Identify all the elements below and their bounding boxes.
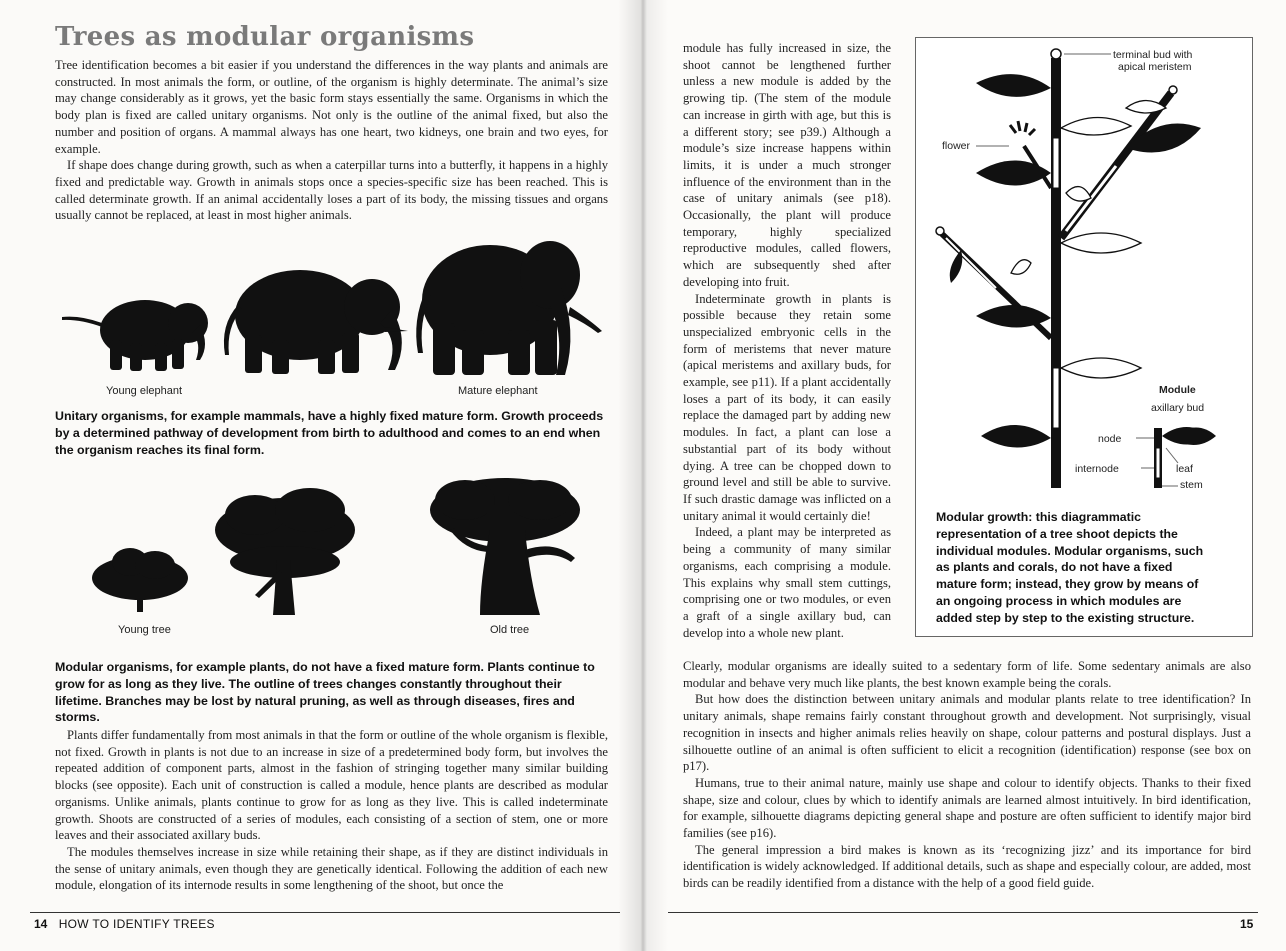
- flower-label: flower: [942, 140, 971, 152]
- terminal-bud: [1051, 49, 1061, 59]
- intro-paragraph: Tree identification becomes a bit easier if you understand the differences in the way plants and animals are constructed. In most animals the form, or outline, of the organism is highly determinate. The animal’s size may change considerably as it grows, yet the basic form stays essentially the same. Organisms in which the body plan is fixed are called unitary organisms. Not only is the outline of the animal fixed, but also the number and position of organs. A mammal always has one heart, two kidneys, one brain and two eyes, for example.: [55, 58, 608, 156]
- wide-paragraph: But how does the distinction between unitary animals and modular plants relate to tree identification? In unitary animals, shape remains fairly constant throughout growth and development. Not surprisingly, visual recognition in insects and higher animals relies heavily on shape, colour patterns and postural displays. Just a silhouette outline of an animal is often sufficient to elicit a recognition (identification) response (see box on p17).: [683, 692, 1251, 774]
- mature-elephant-silhouette: [416, 241, 602, 375]
- intro-paragraph: If shape does change during growth, such as when a caterpillar turns into a butterfly, it happens in a highly fixed and predictable way. Growth in animals stops once a species-specific size has been reached. This is called determinate growth. If an animal accidentally loses a part of its body, the missing tissues and organs usually cannot be replaced, at least in most higher animals.: [55, 158, 608, 223]
- elephant-caption: Unitary organisms, for example mammals, have a highly fixed mature form. Growth proceeds by a determined pathway of development from birth to adulthood and comes to an end when the organism reaches its final form.: [55, 409, 604, 457]
- tree-caption: Modular organisms, for example plants, do not have a fixed mature form. Plants continue to grow for as long as they live. The outline of trees changes constantly throughout their lifetime. Branches may be lost by natural pruning, as well as through diseases, fires and storms.: [55, 660, 595, 725]
- young-elephant-label: Young elephant: [106, 385, 183, 397]
- body-paragraph: Plants differ fundamentally from most animals in that the form or outline of the whole organism is flexible, not fixed. Growth in plants is not due to an increase in size of a predetermined body form, but involves the repeated addition of component parts, almost in the fashion of stringing together many similar building blocks (see opposite). Each unit of construction is called a module, hence plants are described as modular organisms. Unlike animals, plants continue to grow for as long as they live. This is called indeterminate growth. Shoots are constructed of a series of modules, each consisting of a section of stem, one or more leaves and their associated axillary buds.: [55, 728, 608, 843]
- adult-elephant-silhouette: [224, 270, 408, 374]
- footer-rule: [668, 912, 1258, 913]
- page-title: Trees as modular organisms: [55, 22, 475, 52]
- old-tree-silhouette: [430, 478, 580, 615]
- wide-paragraph: Humans, true to their animal nature, mainly use shape and colour to identify objects. Thanks to their fixed shape, size and colour, clues by which to identify animals are learned almost intuitively. In bird identification, for example, silhouette diagrams depicting general shape and posture are often sufficient to identify major bird families (see p16).: [683, 775, 1251, 841]
- modular-growth-figure: [915, 37, 1253, 637]
- wide-paragraph: The general impression a bird makes is known as its ‘recognizing jizz’ and its importance for bird identification is widely acknowledged. If additional details, such as shape and especially colour, are added, most birds can be readily identified from a distance with the help of a good field guide.: [683, 842, 1251, 891]
- footer-rule: [30, 912, 620, 913]
- young-tree-label: Young tree: [118, 624, 171, 636]
- column-paragraph: module has fully increased in size, the shoot cannot be lengthened further unless a new module is added by the growing tip. (The stem of the module can increase in girth with age, but this is a different story; see p39.) Although a module’s size increase happens within limits, it is under a much stronger influence of the environment than in the case of unitary animals (see p18). Occasionally, the plant will produce temporary, highly specialized reproductive modules, called flowers, which are subsequently shed after developing into fruit.: [683, 41, 891, 289]
- page-number: 15: [1240, 917, 1254, 931]
- terminal-bud-label-1: terminal bud with: [1113, 49, 1193, 61]
- leaf-label: leaf: [1176, 463, 1193, 475]
- elephant-silhouettes: [50, 235, 610, 385]
- column-paragraph: Indeterminate growth in plants is possible because they retain some unspecialized embryonic cells in the form of meristems that never mature (apical meristems and axillary buds, for example, see p11). If a plant accidentally loses a part of its body, it can easily replace the damaged part by adding new modules. In fact, a plant can lose a substantial part of its body without dying. A tree can be chopped down to ground level and still be able to survive. If such drastic damage was inflicted on a unitary animal it would certainly die!: [683, 291, 891, 523]
- main-stem: [1051, 58, 1061, 488]
- mature-elephant-label: Mature elephant: [458, 385, 538, 397]
- body-paragraph: The modules themselves increase in size while retaining their shape, as if they are distinct individuals in the sense of unitary animals, even though they are genetically identical. Following the addition of each new module, elongation of its internode results in some lengthening of the shoot, but once the: [55, 844, 608, 893]
- axillary-bud-label: axillary bud: [1151, 402, 1205, 414]
- body-text: [55, 727, 608, 894]
- flower-shape: [1010, 121, 1035, 135]
- stem-label: stem: [1180, 479, 1203, 491]
- right-column-text: [683, 40, 891, 641]
- column-paragraph: Indeed, a plant may be interpreted as being a community of many similar organisms, each comprising a module. This explains why small stem cuttings, comprising one or two modules, or even a graft of a single axillary bud, can develop into a whole new plant.: [683, 525, 891, 640]
- wide-paragraph: Clearly, modular organisms are ideally suited to a sedentary form of life. Some sedentary animals are also modular and behave very much like plants, the best known example being the corals.: [683, 659, 1251, 690]
- node-label: node: [1098, 433, 1122, 445]
- tree-silhouettes: [85, 470, 585, 620]
- old-tree-label: Old tree: [490, 624, 530, 636]
- diagram-caption: Modular growth: this diagrammatic representation of a tree shoot depicts the individual modules. Modular organisms, such as plants and corals, do not have a fixed mature form; instead, they grow by means of an ongoing process in which modules are added step by step to the existing structure.: [936, 510, 1204, 625]
- right-wide-text: [683, 658, 1251, 892]
- terminal-bud-label-2: apical meristem: [1118, 61, 1192, 73]
- young-elephant-silhouette: [62, 300, 208, 371]
- middle-tree-silhouette: [215, 488, 355, 615]
- tree-shoot-diagram: [916, 38, 1252, 498]
- page-number: 14: [34, 917, 48, 931]
- running-head: HOW TO IDENTIFY TREES: [58, 917, 215, 931]
- module-heading: Module: [1159, 384, 1196, 396]
- internode-label: internode: [1075, 463, 1119, 475]
- left-footer: [34, 917, 215, 931]
- right-page: [643, 0, 1286, 951]
- young-tree-silhouette: [92, 548, 188, 612]
- intro-text: [55, 57, 608, 224]
